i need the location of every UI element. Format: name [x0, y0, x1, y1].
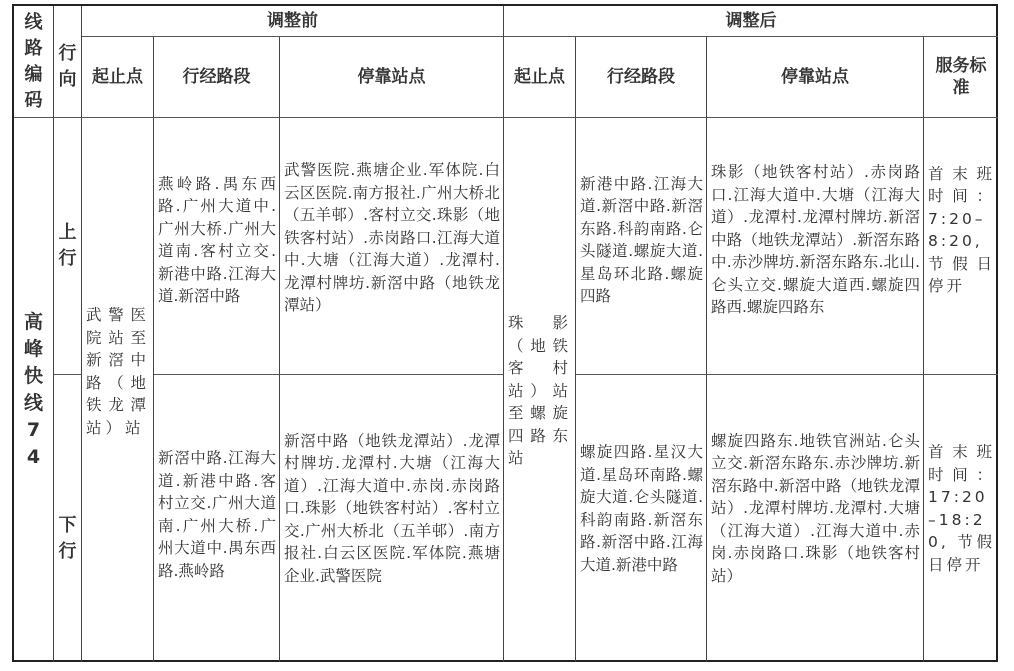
- before-endpoints-cell: 武警医院站至新滘中路（地铁龙潭站）站: [82, 118, 154, 662]
- before-up-route-segments-cell: 燕岭路.禺东西路.广州大道中.广州大桥.广州大道南.客村立交.新港中路.江海大道.新滘中路: [154, 118, 280, 375]
- after-up-route-segments-cell: 新港中路.江海大道.新滘中路.新滘东路.科韵南路.仑头隧道.螺旋大道.星岛环北路.螺旋四路: [576, 118, 707, 375]
- header-before-endpoints: 起止点: [82, 37, 154, 118]
- after-up-service-standard-cell: 首末班时间：7:20–8:20, 节假日停开: [924, 118, 998, 375]
- after-endpoints-cell: 珠影（地铁客村站）站至螺旋四路东站: [504, 118, 576, 662]
- header-line-code: 线路编码: [14, 6, 54, 118]
- before-up-stops-cell: 武警医院.燕塘企业.军体院.白云区医院.南方报社.广州大桥北（五羊邨）.客村立交.珠影（地铁客村站）.赤岗路口.江海大道中.大塘（江海大道）.龙潭村.龙潭村牌坊.新滘中路（地铁龙潭站）: [280, 118, 504, 375]
- bus-route-adjustment-table: [12, 4, 998, 662]
- header-after-group: 调整后: [504, 6, 998, 37]
- header-before-group: 调整前: [82, 6, 504, 37]
- header-before-route-segments: 行经路段: [154, 37, 280, 118]
- line-code-cell: 高峰快线74: [14, 118, 54, 662]
- after-down-service-standard-cell: 首末班时间：17:20–18:20, 节假日停开: [928, 443, 995, 574]
- header-after-endpoints: 起止点: [504, 37, 576, 118]
- header-direction: 行向: [54, 6, 82, 118]
- after-down-route-segments-cell: 螺旋四路.星汉大道.星岛环南路.螺旋大道.仑头隧道.科韵南路.新滘东路.新滘中路.江海大道.新港中路: [576, 375, 707, 662]
- header-after-stops: 停靠站点: [707, 37, 924, 118]
- after-up-stops-cell: 珠影（地铁客村站）.赤岗路口.江海大道中.大塘（江海大道）.龙潭村.龙潭村牌坊.新滘中路（地铁龙潭站）.新滘东路中.赤沙牌坊.新滘东路东.北山.仑头立交.螺旋大道西.螺旋四路西.螺旋四路东: [707, 118, 924, 375]
- header-service-standard: 服务标准: [924, 37, 998, 118]
- before-down-route-segments-cell: 新滘中路.江海大道.新港中路.客村立交.广州大道南.广州大桥.广州大道中.禺东西路.燕岭路: [154, 375, 280, 662]
- direction-up-cell: 上行: [54, 118, 82, 375]
- before-down-stops-cell: 新滘中路（地铁龙潭站）.龙潭村牌坊.龙潭村.大塘（江海大道）.江海大道中.赤岗.赤岗路口.珠影（地铁客村站）.客村立交.广州大桥北（五羊邨）.南方报社.白云区医院.军体院.燕塘企业.武警医院: [280, 375, 504, 662]
- header-after-route-segments: 行经路段: [576, 37, 707, 118]
- direction-down-cell: 下行: [54, 375, 82, 662]
- after-down-stops-cell: 螺旋四路东.地铁官洲站.仑头立交.新滘东路东.赤沙牌坊.新滘东路中.新滘中路（地铁龙潭站）.龙潭村牌坊.龙潭村.大塘（江海大道）.江海大道中.赤岗.赤岗路口.珠影（地铁客村站）: [707, 375, 924, 662]
- header-before-stops: 停靠站点: [280, 37, 504, 118]
